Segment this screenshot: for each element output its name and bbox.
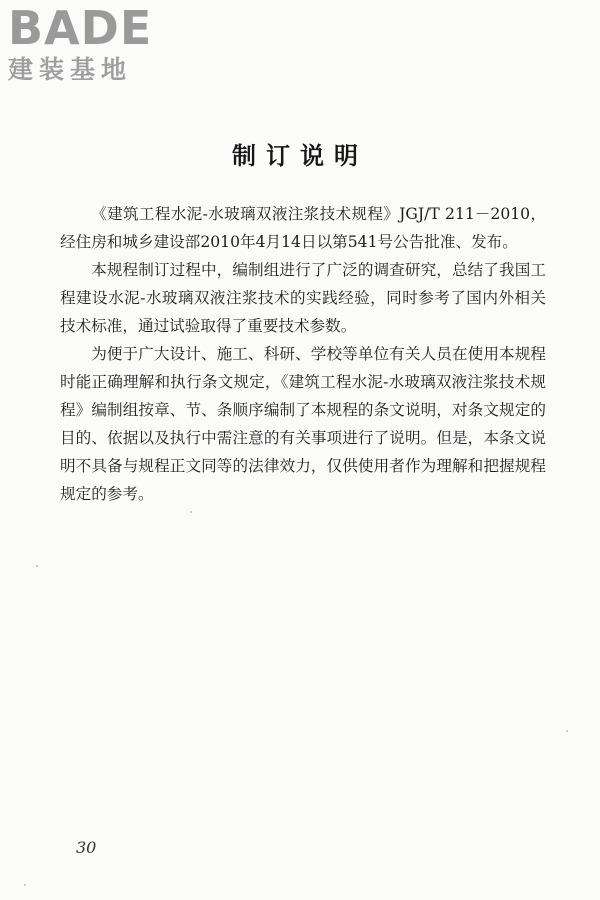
paragraph-3: 为便于广大设计、施工、科研、学校等单位有关人员在使用本规程时能正确理解和执行条文规定，《建筑工程水泥-水玻璃双液注浆技术规程》编制组按章、节、条顺序编制了本规程的条文说明，对条文规定的目的、依据以及执行中需注意的有关事项进行了说明。但是，本条文说明不具备与规程正文同等的法律效力，仅供使用者作为理解和把握规程规定的参考。 <box>60 345 546 503</box>
document-body <box>60 200 546 508</box>
scan-speck <box>566 730 568 732</box>
page-title: 制订说明 <box>232 142 368 170</box>
watermark-logo <box>8 1 178 86</box>
paragraph-2: 本规程制订过程中，编制组进行了广泛的调查研究，总结了我国工程建设水泥-水玻璃双液注浆技术的实践经验，同时参考了国内外相关技术标准，通过试验取得了重要技术参数。 <box>60 261 546 335</box>
paragraph-1: 《建筑工程水泥-水玻璃双液注浆技术规程》JGJ/T 211－2010，经住房和城乡建设部2010年4月14日以第541号公告批准、发布。 <box>60 205 546 251</box>
logo-subtitle: 建装基地 <box>8 55 133 84</box>
logo-wordmark: BADE <box>8 1 153 55</box>
scan-speck <box>190 511 192 513</box>
page-number: 30 <box>76 838 97 857</box>
scan-speck <box>24 884 26 886</box>
scan-speck <box>36 565 38 567</box>
